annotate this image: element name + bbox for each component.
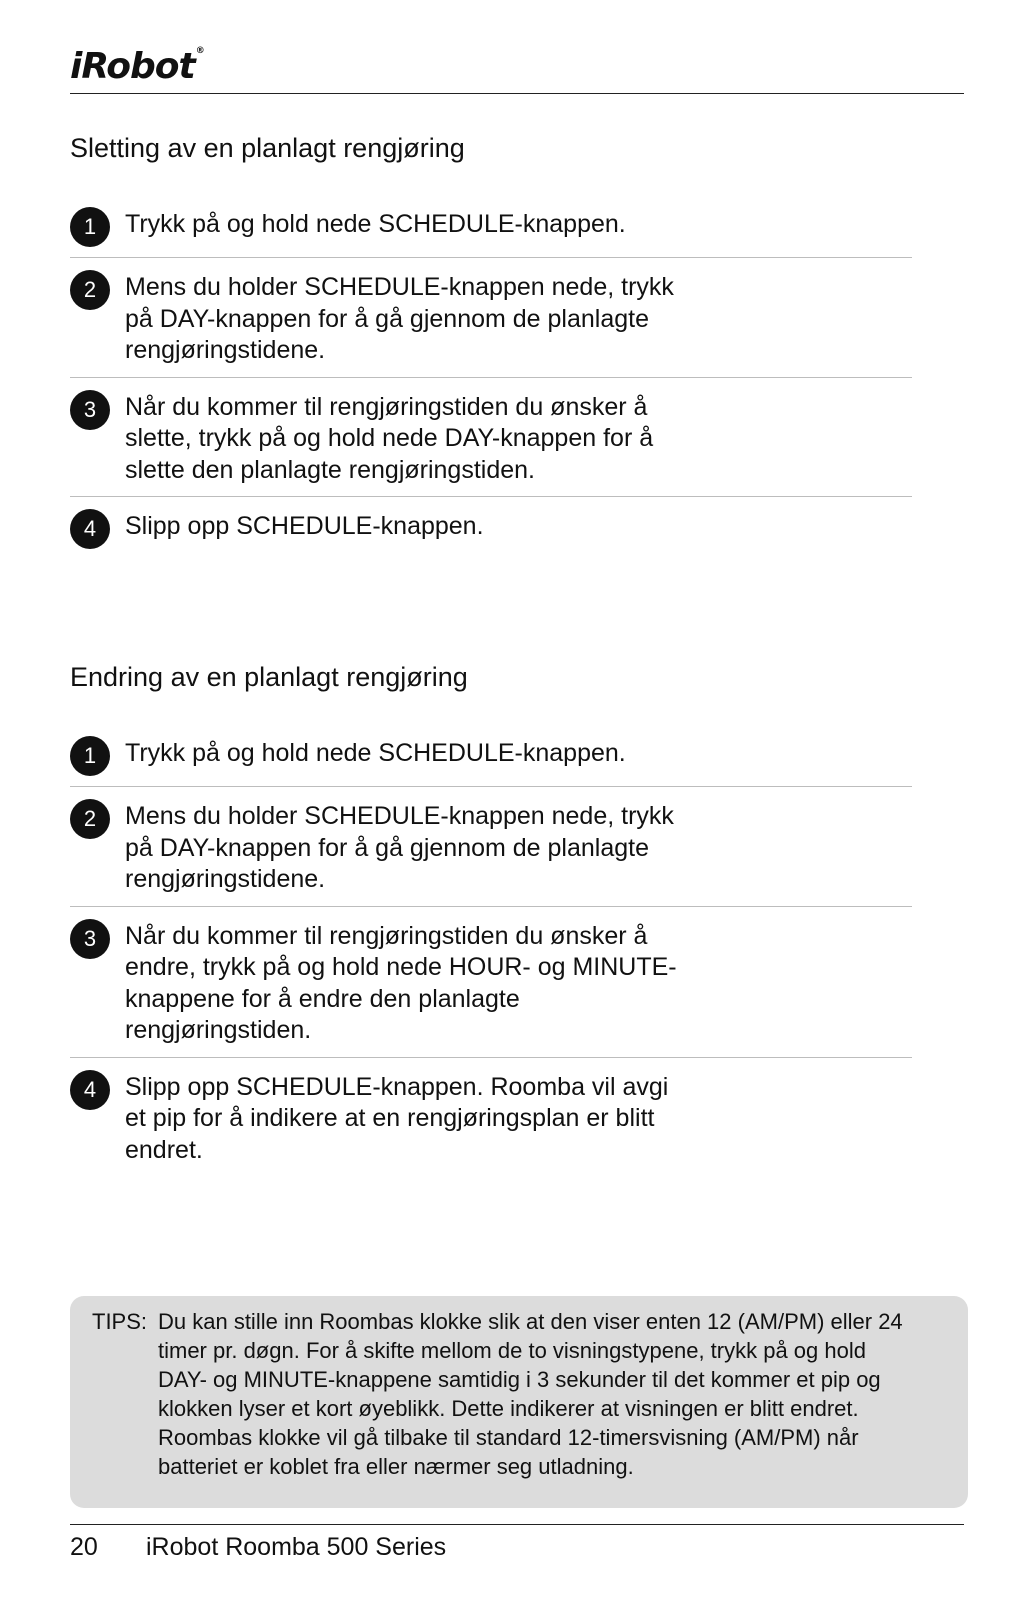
list-item	[70, 787, 912, 907]
step-text: Når du kommer til rengjøringstiden du ønsker å slette, trykk på og hold nede DAY-knappen for å slette den planlagte rengjøringstiden.	[125, 392, 654, 484]
step-text: Mens du holder SCHEDULE-knappen nede, trykk på DAY-knappen for å gå gjennom de planlagte rengjøringstidene.	[125, 273, 674, 364]
section-title-change: Endring av en planlagt rengjøring	[70, 662, 468, 692]
list-item	[70, 378, 912, 498]
step-number-badge: 3	[70, 390, 110, 430]
tips-label: TIPS:	[92, 1309, 148, 1334]
delete-steps-list	[70, 207, 912, 559]
list-item	[70, 497, 912, 559]
page-footer	[70, 1533, 446, 1562]
step-text: Slipp opp SCHEDULE-knappen.	[125, 512, 484, 540]
step-text: Trykk på og hold nede SCHEDULE-knappen.	[125, 739, 626, 767]
page-number: 20	[70, 1533, 98, 1561]
step-text: Trykk på og hold nede SCHEDULE-knappen.	[125, 210, 626, 238]
step-number-badge: 1	[70, 207, 110, 247]
step-number-badge: 4	[70, 1070, 110, 1110]
list-item	[70, 907, 912, 1058]
step-number-badge: 2	[70, 270, 110, 310]
step-number-badge: 3	[70, 919, 110, 959]
document-title: iRobot Roomba 500 Series	[146, 1533, 447, 1561]
list-item	[70, 736, 912, 787]
step-text: Slipp opp SCHEDULE-knappen. Roomba vil avgi et pip for å indikere at en rengjøringsplan er blitt endret.	[125, 1072, 669, 1164]
step-number-badge: 1	[70, 736, 110, 776]
irobot-logo: iRobot®	[70, 46, 204, 87]
footer-rule	[70, 1524, 964, 1525]
list-item	[70, 1058, 912, 1177]
step-number-badge: 2	[70, 799, 110, 839]
tips-text: Du kan stille inn Roombas klokke slik at den viser enten 12 (AM/PM) eller 24 timer pr. døgn. For å skifte mellom de to visningstypene, trykk på og hold DAY- og MINUTE-knappene samtidig i 3 sekunder til det kommer et pip og klokken lyser et kort øyeblikk. Dette indikerer at visningen er blitt endret. Roombas klokke vil gå tilbake til standard 12-timersvisning (AM/PM) når batteriet er koblet fra eller nærmer seg utladning.	[158, 1309, 903, 1479]
list-item	[70, 258, 912, 378]
list-item	[70, 207, 912, 258]
section-title-delete: Sletting av en planlagt rengjøring	[70, 133, 465, 163]
step-text: Når du kommer til rengjøringstiden du ønsker å endre, trykk på og hold nede HOUR- og MINUTE-knappene for å endre den planlagte rengjøringstiden.	[125, 921, 677, 1044]
step-text: Mens du holder SCHEDULE-knappen nede, trykk på DAY-knappen for å gå gjennom de planlagte rengjøringstidene.	[125, 802, 674, 893]
header-rule	[70, 93, 964, 94]
change-steps-list	[70, 736, 912, 1176]
tips-box	[70, 1296, 968, 1508]
step-number-badge: 4	[70, 509, 110, 549]
